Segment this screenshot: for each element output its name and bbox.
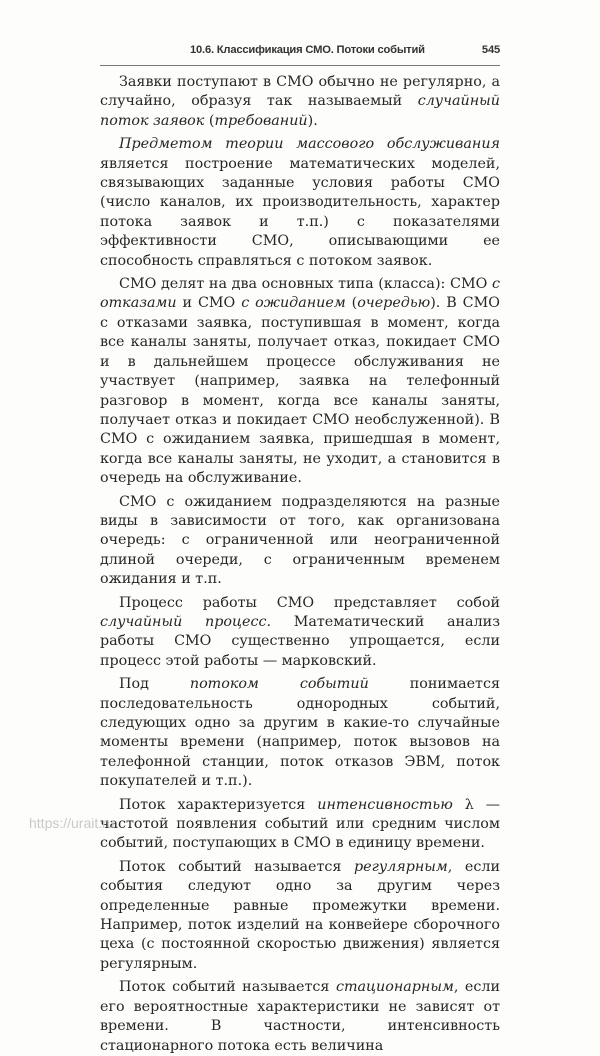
term-italic: с ожиданием	[241, 295, 346, 312]
term-italic: случайный поток заявок	[100, 93, 500, 129]
paragraph: Поток характеризуется интенсивностью λ — частотой появления событий или средним числом событий, поступающих в СМО в единицу времени.	[100, 796, 500, 852]
paragraph: Заявки поступают в СМО обычно не регулярно, а случайно, образуя так называемый случайный поток заявок (требований).	[100, 74, 500, 129]
paragraph: Предметом теории массового обслуживания является построение математических моделей, связывающих заданные условия работы СМО (число каналов, их производительность, характер потока заявок и т.п.) с показателями эффективности СМО, описывающими ее способность справляться с потоком заявок.	[100, 136, 500, 269]
paragraph: СМО делят на два основных типа (класса): СМО с отказами и СМО с ожиданием (очередью). В СМО с отказами заявка, поступившая в момент, когда все каналы заняты, получает отказ, покидает СМО и в дальнейшем процессе обслуживания не участвует (например, заявка на телефонный разговор в момент, когда все каналы заняты, получает отказ и покидает СМО необслуженной). В СМО с ожиданием заявка, пришедшая в момент, когда все каналы заняты, не уходит, а становится в очередь на обслуживание.	[100, 276, 500, 487]
term-italic: стационарным	[335, 979, 454, 996]
paragraph: Поток событий называется стационарным, если его вероятностные характеристики не зависят от времени. В частности, интенсивность стационарного потока есть величина	[100, 979, 500, 1054]
chapter-section-title: 10.6. Классификация СМО. Потоки событий	[190, 44, 425, 56]
paragraph: Процесс работы СМО представляет собой случайный процесс. Математический анализ работы СМО существенно упрощается, если процесс этой работы — марковский.	[100, 594, 500, 669]
paragraph: Поток событий называется регулярным, если события следуют одно за другим через определенные равные промежутки времени. Например, поток изделий на конвейере сборочного цеха (с постоянной скоростью движения) является регулярным.	[100, 858, 500, 972]
term-italic: регулярным	[354, 858, 448, 875]
paragraph: Под потоком событий понимается последовательность однородных событий, следующих одно за другим в какие-то случайные моменты времени (например, поток вызовов на телефонной станции, поток отказов ЭВМ, поток покупателей и т.п.).	[100, 676, 500, 790]
term-italic: интенсивностью	[317, 796, 453, 813]
term-italic: потоком событий	[189, 676, 369, 693]
header-rule	[100, 65, 500, 66]
watermark-url: https://urait.ru	[29, 815, 115, 831]
page-body	[100, 73, 500, 1056]
term-italic: Предметом теории массового обслуживания	[119, 136, 500, 153]
term-italic: требований	[214, 112, 308, 129]
term-italic: очередью	[357, 295, 431, 312]
term-italic: с отказами	[100, 276, 500, 312]
page-number: 545	[481, 44, 500, 56]
paragraph: СМО с ожиданием подразделяются на разные виды в зависимости от того, как организована очередь: с ограниченной или неограниченной длиной очереди, с ограниченным временем ожидания и т.п.	[100, 493, 500, 588]
term-italic: случайный процесс.	[100, 613, 271, 630]
